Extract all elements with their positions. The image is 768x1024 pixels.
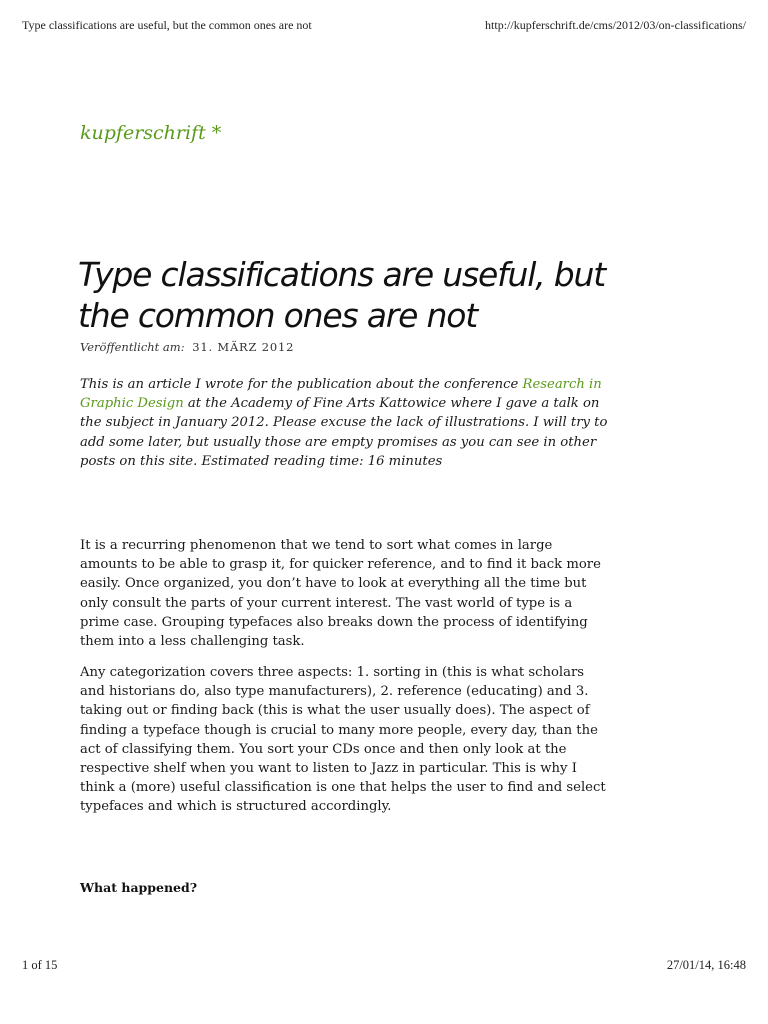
conference-link[interactable]: Research in Graphic Design bbox=[80, 377, 602, 412]
site-name-link[interactable]: kupferschrift * bbox=[80, 122, 222, 144]
print-header-url: http://kupferschrift.de/cms/2012/03/on-classifications/ bbox=[485, 18, 746, 32]
body-paragraph-2: Any categorization covers three aspects: 1. sorting in (this is what scholars and historians do, also type manufacturers), 2. reference (educating) and 3. taking out or finding back (this is what the user usually does). The aspect of finding a typeface though is crucial to many more people, every day, than the act of classifying them. You sort your CDs once and then only look at the respective shelf when you want to listen to Jazz in particular. This is why I think a (more) useful classification is one that helps the user to find and select typefaces and which is structured accordingly. bbox=[80, 665, 606, 815]
article-meta bbox=[80, 340, 294, 354]
article-title: Type classifications are useful, but the common ones are not bbox=[78, 255, 605, 335]
page-number: 1 of 15 bbox=[22, 958, 58, 972]
article-intro bbox=[80, 375, 610, 471]
intro-text-after: at the Academy of Fine Arts Kattowice where I gave a talk on the subject in January 2012. Please excuse the lack of illustrations. I will try to add some later, but usually those are empty promises as you can see in other posts on this site. Estimated reading time: 16 minutes bbox=[80, 396, 608, 469]
intro-text-before: This is an article I wrote for the publication about the conference bbox=[80, 377, 523, 392]
published-label: Veröffentlicht am: bbox=[80, 340, 185, 354]
print-header bbox=[22, 18, 746, 33]
print-header-title: Type classifications are useful, but the common ones are not bbox=[22, 18, 312, 32]
section-heading: What happened? bbox=[80, 880, 198, 895]
print-footer bbox=[22, 958, 746, 973]
print-timestamp: 27/01/14, 16:48 bbox=[666, 958, 746, 972]
body-paragraph-1: It is a recurring phenomenon that we tend to sort what comes in large amounts to be able to grasp it, for quicker reference, and to find it back more easily. Once organized, you don’t have to look at everything all the time but only consult the parts of your current interest. The vast world of type is a prime case. Grouping typefaces also breaks down the process of identifying them into a less challenging task. bbox=[80, 538, 601, 650]
published-date: 31. MÄRZ 2012 bbox=[192, 340, 295, 354]
